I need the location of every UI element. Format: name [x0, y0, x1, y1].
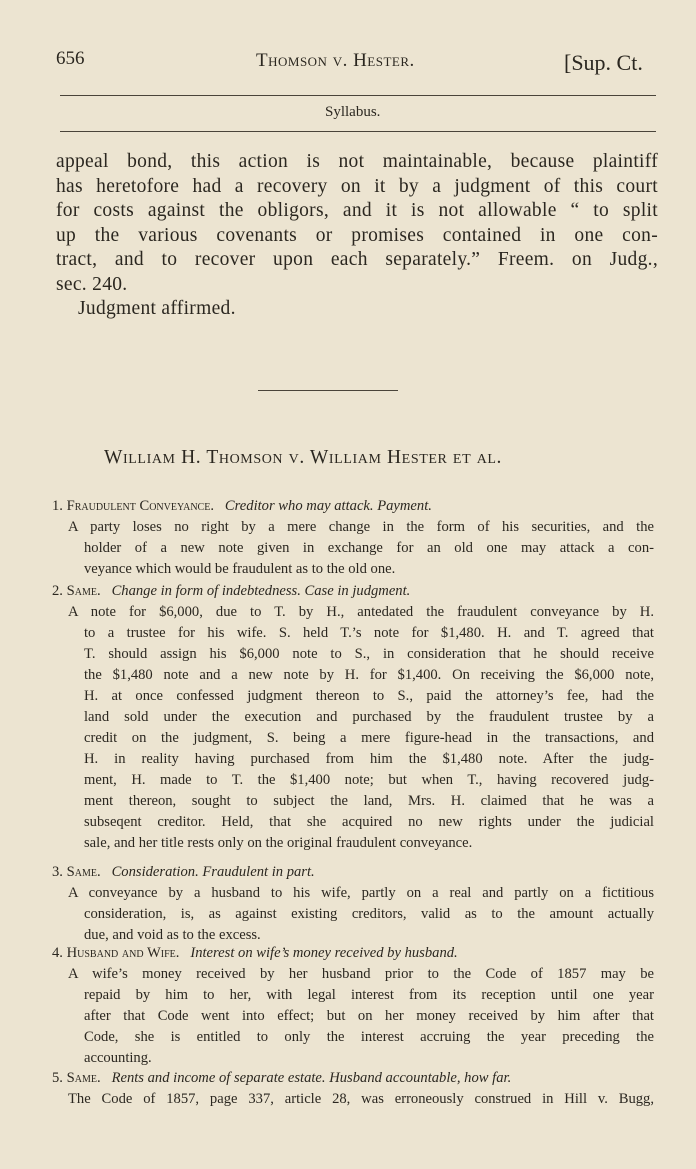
court-label: [Sup. Ct.	[564, 50, 643, 75]
headnote-line: accounting.	[84, 1050, 152, 1066]
headnote-subtopics: Change in form of indebtedness. Case in judgment.	[111, 583, 411, 599]
headnote-5	[52, 1068, 654, 1110]
separator-rule	[258, 390, 398, 391]
running-title: Thomson v. Hester.	[256, 50, 415, 71]
text-line: up the various covenants or promises contained in one con-	[56, 224, 658, 246]
headnote-line: after that Code went into effect; but on her money received by him after that	[84, 1008, 654, 1024]
headnote-1	[52, 496, 654, 580]
text-line: for costs against the obligors, and it is not allowable “ to split	[56, 200, 658, 221]
headnote-subtopics: Creditor who may attack. Payment.	[224, 498, 432, 514]
headnote-3	[52, 862, 654, 946]
headnote-topic: Husband and Wife.	[66, 945, 180, 961]
headnote-line: sale, and her title rests only on the original fraudulent conveyance.	[84, 835, 473, 851]
headnote-topic: Same.	[66, 864, 101, 880]
headnote-number: 4.	[52, 945, 63, 961]
headnote-line: A wife’s money received by her husband prior to the Code of 1857 may be	[68, 966, 654, 982]
headnote-number: 2.	[52, 583, 63, 599]
header-rule	[60, 95, 656, 96]
text-line: tract, and to recover upon each separately.” Freem. on Judg.,	[56, 249, 658, 270]
text-line: has heretofore had a recovery on it by a judgment of this court	[56, 175, 658, 197]
headnote-heading	[52, 496, 654, 517]
headnote-subtopics: Rents and income of separate estate. Husband accountable, how far.	[111, 1070, 512, 1086]
headnote-line: A party loses no right by a mere change in the form of his securities, and the	[68, 519, 654, 535]
headnote-heading	[52, 581, 654, 602]
headnote-line: A conveyance by a husband to his wife, partly on a real and partly on a fictitious	[68, 885, 654, 901]
headnote-line: The Code of 1857, page 337, article 28, was erroneously construed in Hill v. Bugg,	[68, 1091, 654, 1107]
headnote-line: T. should assign his $6,000 note to S., in consideration that he should receive	[84, 646, 654, 662]
text-line: appeal bond, this action is not maintainable, because plaintiff	[56, 151, 658, 172]
headnote-line: Code, she is entitled to only the interest accruing the year preceding the	[84, 1029, 654, 1045]
headnote-line: A note for $6,000, due to T. by H., antedated the fraudulent conveyance by H.	[68, 604, 654, 620]
headnote-heading	[52, 862, 654, 883]
case-title: William H. Thomson v. William Hester et al.	[104, 447, 503, 468]
headnote-line: repaid by him to her, with legal interest from its reception until one year	[84, 987, 654, 1003]
headnote-subtopics: Interest on wife’s money received by husband.	[190, 945, 458, 961]
headnote-line: H. in reality having purchased from him the $1,480 note. After the judg-	[84, 751, 654, 767]
headnote-topic: Fraudulent Conveyance.	[66, 498, 214, 514]
headnote-line: the $1,480 note and a new note by H. for $1,400. On receiving the $6,000 note,	[84, 667, 654, 683]
headnote-number: 5.	[52, 1070, 63, 1086]
headnote-heading	[52, 943, 654, 964]
headnote-topic: Same.	[66, 583, 101, 599]
headnote-line: subseqent creditor. Held, that she acquired no new rights under the judicial	[84, 814, 654, 830]
text-line: sec. 240.	[56, 273, 128, 295]
page-number: 656	[56, 48, 85, 69]
headnote-line: credit on the judgment, S. being a mere figure-head in the transactions, and	[84, 730, 654, 746]
headnote-line: veyance which would be fraudulent as to the old one.	[84, 561, 396, 577]
section-rule	[60, 131, 656, 132]
headnote-topic: Same.	[66, 1070, 101, 1086]
headnote-line: consideration, is, as against existing creditors, valid as to the amount actually	[84, 906, 654, 922]
headnote-line: due, and void as to the excess.	[84, 927, 261, 943]
headnote-line: land sold under the execution and purchased by the fraudulent trustee by a	[84, 709, 654, 725]
headnote-heading	[52, 1068, 654, 1089]
headnote-2	[52, 581, 654, 854]
headnote-number: 1.	[52, 498, 63, 514]
headnote-line: H. at once confessed judgment thereon to S., paid the attorney’s fee, had the	[84, 688, 654, 704]
headnote-line: holder of a new note given in exchange for an old one may attack a con-	[84, 540, 654, 556]
headnote-subtopics: Consideration. Fraudulent in part.	[111, 864, 315, 880]
headnote-line: to a trustee for his wife. S. held T.’s note for $1,480. H. and T. agreed that	[84, 625, 654, 641]
section-label: Syllabus.	[325, 104, 381, 120]
headnote-4	[52, 943, 654, 1069]
headnote-number: 3.	[52, 864, 63, 880]
continued-text	[56, 150, 658, 322]
closing-line: Judgment affirmed.	[78, 298, 236, 319]
headnote-line: ment thereon, sought to subject the land, Mrs. H. claimed that he was a	[84, 793, 654, 809]
headnote-line: ment, H. made to T. the $1,400 note; but when T., having recovered judg-	[84, 772, 654, 788]
